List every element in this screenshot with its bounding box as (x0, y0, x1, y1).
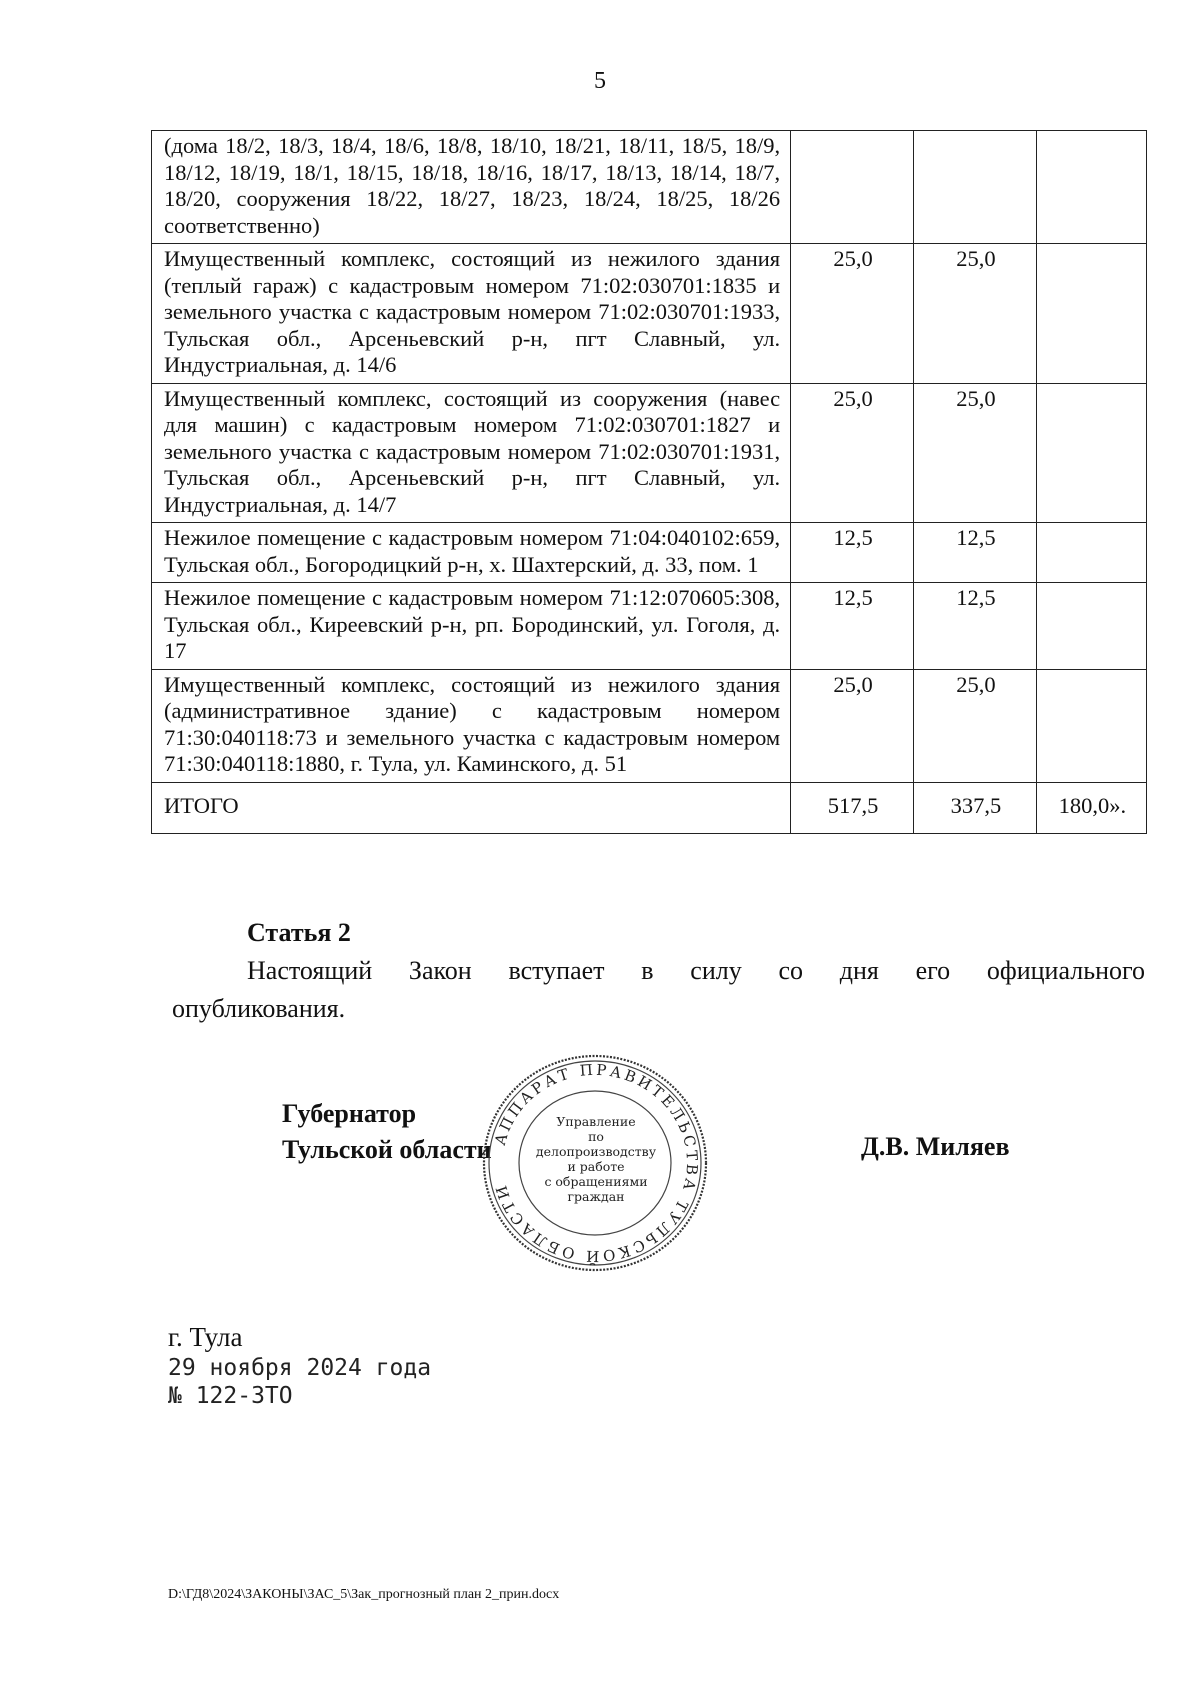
row-value-2: 25,0 (914, 383, 1037, 523)
row-value-3 (1036, 383, 1146, 523)
page-number: 5 (594, 68, 606, 94)
row-value-3 (1036, 669, 1146, 782)
row-description: Имущественный комплекс, состоящий из сооружения (навес для машин) с кадастровым номером 71:02:030701:1827 и земельного участка с кадастровым номером 71:02:030701:1931, Тульская обл., Арсеньевский р-н, пгт Славный, ул. Индустриальная, д. 14/7 (152, 383, 791, 523)
table-row (152, 523, 1147, 583)
seal-center-line: с обращениями (544, 1174, 648, 1189)
table-row (152, 244, 1147, 384)
article-body (172, 952, 1145, 1028)
signature-title-line-2: Тульской области (282, 1135, 492, 1164)
row-description: Нежилое помещение с кадастровым номером 71:04:040102:659, Тульская обл., Богородицкий р-н, х. Шахтерский, д. 33, пом. 1 (152, 523, 791, 583)
seal-center-line: по делопроизводству (535, 1129, 657, 1159)
article-text-line-2: опубликования. (172, 994, 346, 1023)
row-value-1: 12,5 (791, 583, 914, 670)
total-label: ИТОГО (152, 782, 791, 833)
signature-title (282, 1096, 492, 1168)
table-row (152, 131, 1147, 244)
row-value-1: 25,0 (791, 244, 914, 384)
law-number: № 122-ЗТО (168, 1383, 293, 1409)
row-value-3 (1036, 523, 1146, 583)
total-value-2: 337,5 (914, 782, 1037, 833)
row-value-3 (1036, 244, 1146, 384)
total-value-3: 180,0». (1036, 782, 1146, 833)
property-table (151, 130, 1147, 834)
row-description: Нежилое помещение с кадастровым номером 71:12:070605:308, Тульская обл., Киреевский р-н, рп. Бородинский, ул. Гоголя, д. 17 (152, 583, 791, 670)
city: г. Тула (168, 1322, 243, 1352)
row-description: Имущественный комплекс, состоящий из нежилого здания (теплый гараж) с кадастровым номером 71:02:030701:1835 и земельного участка с кадастровым номером 71:02:030701:1933, Тульская обл., Арсеньевский р-н, пгт Славный, ул. Индустриальная, д. 14/6 (152, 244, 791, 384)
row-value-2: 25,0 (914, 244, 1037, 384)
table-row (152, 583, 1147, 670)
seal-center-text (529, 1114, 663, 1204)
row-value-3 (1036, 131, 1146, 244)
row-value-2: 25,0 (914, 669, 1037, 782)
row-value-2: 12,5 (914, 583, 1037, 670)
row-description: (дома 18/2, 18/3, 18/4, 18/6, 18/8, 18/10, 18/21, 18/11, 18/5, 18/9, 18/12, 18/19, 18/1, 18/15, 18/18, 18/16, 18/17, 18/13, 18/14, 18/7, 18/20, сооружения 18/22, 18/27, 18/23, 18/24, 18/25, 18/26 соответственно) (152, 131, 791, 244)
row-value-1: 25,0 (791, 383, 914, 523)
row-value-3 (1036, 583, 1146, 670)
table-row (152, 669, 1147, 782)
row-value-1: 12,5 (791, 523, 914, 583)
law-date: 29 ноября 2024 года (168, 1355, 432, 1381)
file-path: D:\ГД8\2024\ЗАКОНЫ\ЗАС_5\Зак_прогнозный план 2_прин.docx (168, 1587, 560, 1602)
seal-center-line: граждан (567, 1189, 625, 1204)
row-description: Имущественный комплекс, состоящий из нежилого здания (административное здание) с кадастровым номером 71:30:040118:73 и земельного участка с кадастровым номером 71:30:040118:1880, г. Тула, ул. Каминского, д. 51 (152, 669, 791, 782)
article-heading: Статья 2 (247, 918, 351, 947)
total-value-1: 517,5 (791, 782, 914, 833)
article-text-line-1: Настоящий Закон вступает в силу со дня его официального (247, 956, 1145, 985)
row-value-2: 12,5 (914, 523, 1037, 583)
total-row (152, 782, 1147, 833)
seal-center-line: Управление (556, 1114, 636, 1129)
row-value-1 (791, 131, 914, 244)
table-row (152, 383, 1147, 523)
signature-name: Д.В. Миляев (861, 1132, 1010, 1161)
official-seal (480, 1052, 710, 1274)
seal-ring-text: АППАРАТ ПРАВИТЕЛЬСТВА ТУЛЬСКОЙ ОБЛАСТИ (490, 1060, 702, 1266)
seal-center-line: и работе (567, 1159, 625, 1174)
row-value-1: 25,0 (791, 669, 914, 782)
row-value-2 (914, 131, 1037, 244)
signature-title-line-1: Губернатор (282, 1099, 417, 1128)
